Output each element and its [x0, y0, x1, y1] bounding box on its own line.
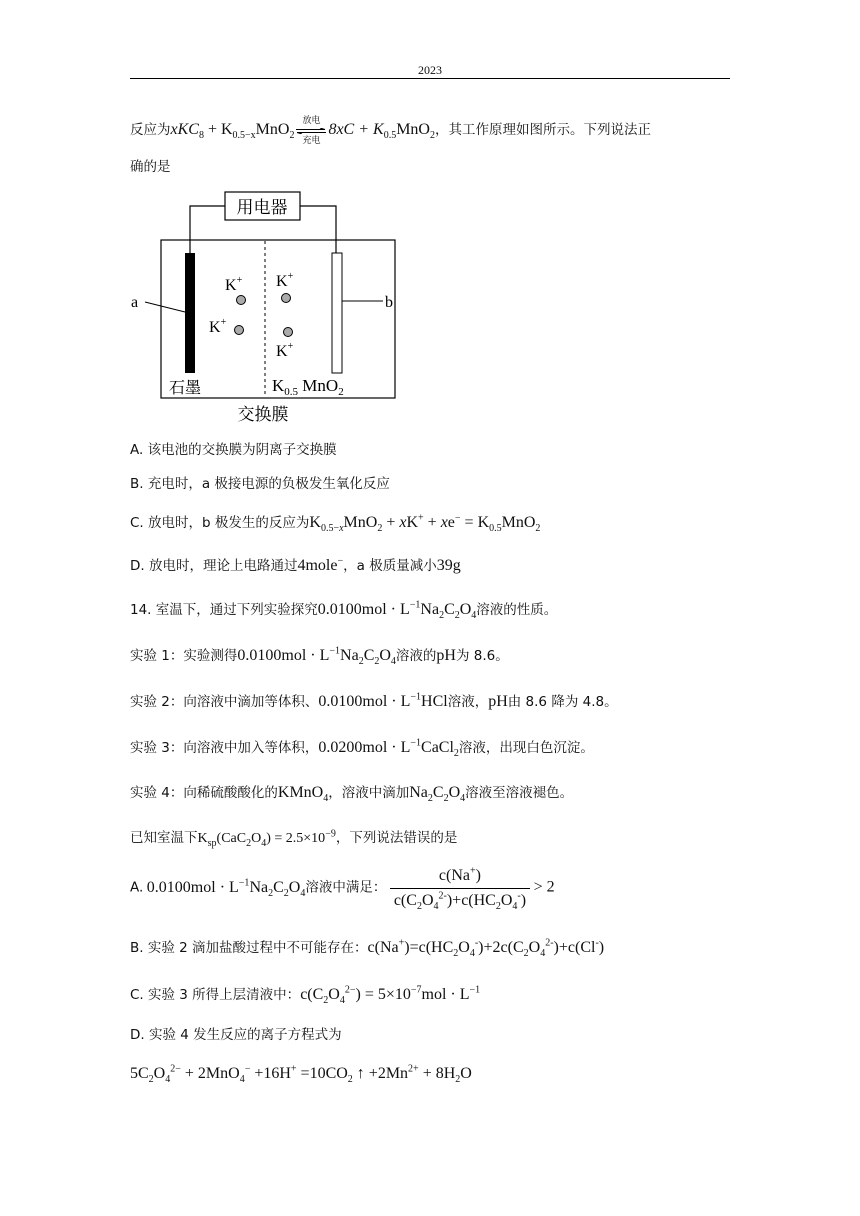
- q14-a-gt: > 2: [533, 878, 555, 896]
- mno2-electrode: [332, 253, 342, 373]
- q13-d-prefix: D. 放电时，理论上电路通过: [130, 558, 298, 574]
- q14-d-equation: $5C_2O_4^{2-} + 2MnO_4^- +16H^+ =10CO_2$ ↑ $+2Mn^{2+} + 8H_2O$: [130, 1063, 472, 1086]
- exp4-prefix: 实验 4：向稀硫酸酸化的: [130, 785, 278, 801]
- q14-option-b: [130, 938, 604, 959]
- ksp-suffix: ，下列说法错误的是: [335, 830, 458, 846]
- q13-option-c: [130, 513, 540, 534]
- reversible-arrow: [296, 116, 326, 146]
- q13-c-prefix: C. 放电时，b 极发生的反应为: [130, 515, 310, 531]
- k05mno2-label: $K_{0.5}$ MnO$_2$: [272, 376, 344, 398]
- q14-a-fraction: [390, 866, 530, 911]
- q14-stem-conc: $0.0100mol \cdot L^{-1}Na_2C_2O_4$: [317, 599, 477, 622]
- ion-label-3: K+: [276, 271, 294, 290]
- ksp-expression: $K_{sp}(CaC_2O_4) = 2.5\times 10^{-9}$: [197, 828, 336, 849]
- q13-option-b: B. 充电时，a 极接电源的负极发生氧化反应: [130, 476, 390, 492]
- ion-dot-1: [237, 296, 246, 305]
- ion-label-1: K+: [225, 275, 243, 294]
- battery-diagram: [125, 188, 425, 428]
- q14-exp3: [130, 738, 594, 759]
- q13-c-equation: $K_{0.5-x}MnO_2 + xK^+ + xe^- = K_{0.5}MnO_2$: [309, 512, 541, 535]
- q13-option-a: A. 该电池的交换膜为阴离子交换膜: [130, 442, 337, 458]
- exp3-prefix: 实验 3：向溶液中加入等体积，: [130, 740, 319, 756]
- label-a: a: [131, 294, 139, 311]
- sub-2a: 2: [289, 130, 295, 142]
- q14-a-mid: 溶液中满足：: [305, 879, 387, 896]
- graphite-label: 石墨: [169, 378, 202, 397]
- sub-2b: 2: [429, 130, 435, 142]
- exp3-conc: $0.0200mol \cdot L^{-1}CaCl_2$: [318, 737, 459, 760]
- right-wire: [300, 206, 336, 253]
- ion-dot-2: [235, 326, 244, 335]
- q14-exp1: [130, 646, 509, 667]
- header-rule: [130, 78, 730, 79]
- exp2-conc: $0.0100mol \cdot L^{-1}HCl$: [318, 691, 448, 710]
- intro-suffix: ，其工作原理如图所示。下列说法正: [434, 122, 651, 139]
- q14-ksp: [130, 828, 457, 849]
- fraction-denominator: $c(C_2O_4^{2-})+c(HC_2O_4^-)$: [393, 890, 527, 913]
- graphite-electrode: [185, 253, 195, 373]
- label-b: b: [385, 294, 393, 311]
- ion-dot-4: [284, 328, 293, 337]
- q14-b-prefix: B. 实验 2 滴加盐酸过程中不可能存在：: [130, 940, 368, 956]
- exp1-end: 为 8.6。: [455, 648, 509, 664]
- q14-option-a: [130, 866, 555, 911]
- device-label: 用电器: [236, 198, 288, 218]
- intro-prefix: 反应为: [130, 122, 171, 139]
- product-text: 8xC + K: [328, 121, 384, 139]
- exp4-mid: ，溶液中滴加: [328, 785, 410, 801]
- exp2-prefix: 实验 2：向溶液中滴加等体积、: [130, 694, 319, 710]
- q13-d-suffix: ，a 极质量减小: [343, 558, 437, 574]
- q14-a-conc: $0.0100mol \cdot L^{-1}Na_2C_2O_4$: [146, 877, 306, 899]
- q14-stem-suffix: 溶液的性质。: [476, 602, 558, 618]
- membrane-label: 交换膜: [237, 405, 289, 425]
- reaction-line: [130, 116, 651, 146]
- exp4-kmno4: KMnO$_4$: [277, 784, 329, 805]
- q14-b-equation: $c(Na^+)=c(HC_2O_4^-)+2c(C_2O_4^{2-})+c(Cl^-)$: [367, 937, 605, 960]
- reactant-text: xKC: [170, 121, 199, 139]
- q14-exp4: [130, 783, 573, 804]
- q14-stem: [130, 600, 557, 621]
- mno-b: MnO: [396, 121, 430, 139]
- fraction-numerator: c(Na+): [390, 866, 530, 889]
- ion-dot-3: [282, 294, 291, 303]
- q14-stem-prefix: 14. 室温下，通过下列实验探究: [130, 602, 318, 618]
- sub-k2: 0.5: [383, 130, 397, 142]
- mno-a: MnO: [255, 121, 290, 139]
- exp2-end: 由 8.6 降为 4.8。: [507, 694, 618, 710]
- exp3-end: 溶液，出现白色沉淀。: [458, 740, 594, 756]
- exp1-ph: pH: [436, 647, 456, 664]
- ion-label-2: K+: [209, 317, 227, 336]
- exp4-oxalate: $Na_2C_2O_4$: [409, 784, 466, 805]
- q14-option-c: [130, 985, 480, 1006]
- ion-label-4: K+: [276, 341, 294, 360]
- label-a-leader: [145, 302, 185, 312]
- sub-k1: 0.5−x: [232, 130, 256, 142]
- intro-line2: 确的是: [130, 159, 171, 175]
- sub-8: 8: [198, 130, 204, 142]
- page-header-year: 2023: [418, 63, 442, 77]
- exp1-suffix: 溶液的: [395, 648, 437, 664]
- cell-container: [161, 240, 395, 398]
- q14-c-equation: $c(C_2O_4^{2-}) = 5\times 10^{-7}mol \cdot L^{-1}$: [300, 984, 481, 1007]
- double-arrow-icon: [296, 128, 326, 134]
- exp2-ph: pH: [488, 693, 508, 710]
- arrow-bottom-label: 充电: [302, 136, 321, 146]
- exp2-mid: 溶液，: [447, 694, 489, 710]
- exp4-end: 溶液至溶液褪色。: [465, 785, 574, 801]
- q14-c-prefix: C. 实验 3 所得上层清液中：: [130, 987, 301, 1003]
- exp1-prefix: 实验 1：实验测得: [130, 648, 238, 664]
- ksp-prefix: 已知室温下: [130, 830, 198, 846]
- q13-d-charge: 4mole−: [297, 555, 344, 574]
- plus-k: + K: [203, 121, 233, 139]
- q13-option-d: [130, 556, 461, 577]
- exp1-conc: $0.0100mol \cdot L^{-1}Na_2C_2O_4$: [237, 645, 396, 668]
- q14-option-d: D. 实验 4 发生反应的离子方程式为: [130, 1027, 342, 1043]
- left-wire: [190, 206, 225, 253]
- arrow-top-label: 放电: [302, 116, 321, 126]
- q14-a-prefix: A.: [130, 879, 144, 896]
- q14-exp2: [130, 692, 618, 713]
- q13-d-mass: 39g: [436, 557, 461, 574]
